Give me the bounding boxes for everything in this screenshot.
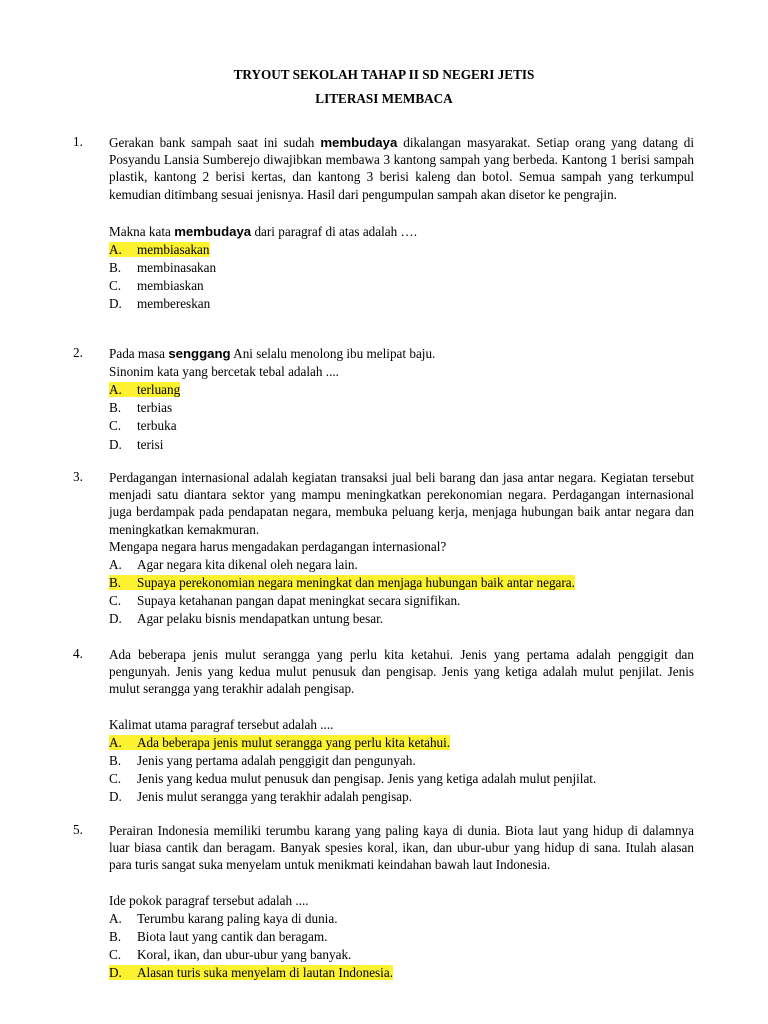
option-c[interactable]: [109, 770, 694, 788]
option-text: terluang: [137, 382, 181, 397]
question-number: 1.: [73, 134, 83, 149]
option-text: membiasakan: [137, 241, 210, 257]
option-b[interactable]: [109, 259, 694, 277]
question-paragraph: [109, 134, 694, 203]
option-text: Jenis yang kedua mulut penusuk dan pengisap. Jenis yang ketiga adalah mulut penjilat.: [137, 770, 597, 786]
document-subtitle: LITERASI MEMBACA: [315, 91, 453, 106]
option-c[interactable]: [109, 277, 694, 295]
option-letter: C.: [109, 946, 122, 962]
keyword: senggang: [168, 346, 231, 361]
question-number: 5.: [73, 822, 83, 837]
question-prompt: Sinonim kata yang bercetak tebal adalah ....: [109, 364, 339, 379]
option-letter: A.: [109, 241, 122, 257]
question-prompt: Ide pokok paragraf tersebut adalah ....: [109, 892, 309, 908]
question-body: [109, 134, 694, 314]
option-a[interactable]: [109, 556, 694, 574]
option-text: membereskan: [137, 296, 211, 312]
sentence-text: Pada masa: [109, 346, 169, 361]
question-paragraph: Ada beberapa jenis mulut serangga yang perlu kita ketahui. Jenis yang pertama adalah penggigit dan pengunyah. Jenis yang kedua mulut penusuk dan pengisap. Jenis yang ketiga adalah mulut penjilat. Jenis mulut serangga yang terakhir adalah pengisap.: [109, 647, 694, 697]
option-b[interactable]: [109, 928, 694, 946]
option-a[interactable]: [109, 381, 694, 399]
option-text: terbuka: [137, 418, 177, 434]
option-text: Supaya perekonomian negara meningkat dan menjaga hubungan baik antar negara.: [137, 575, 575, 590]
option-letter: A.: [109, 734, 122, 750]
option-letter: C.: [109, 278, 122, 294]
sentence-text: Ani selalu menolong ibu melipat baju.: [230, 346, 436, 361]
option-text: Terumbu karang paling kaya di dunia.: [137, 910, 338, 926]
option-letter: C.: [109, 418, 122, 434]
option-letter: D.: [109, 965, 122, 981]
option-letter: B.: [109, 575, 122, 590]
question-prompt: Kalimat utama paragraf tersebut adalah ....: [109, 716, 334, 732]
option-c[interactable]: [109, 592, 694, 610]
keyword: membudaya: [320, 135, 398, 150]
option-d[interactable]: [109, 436, 694, 454]
question-paragraph: Perairan Indonesia memiliki terumbu karang yang paling kaya di dunia. Biota laut yang hidup di dalamnya luar biasa cantik dan beragam. Banyak spesies koral, ikan, dan ubur-ubur yang hidup di sana. Itulah alasan para turis sangat suka menyelam untuk menikmati keindahan bawah laut Indonesia.: [109, 823, 694, 873]
option-text: Agar pelaku bisnis mendapatkan untung besar.: [137, 611, 384, 627]
document-title: TRYOUT SEKOLAH TAHAP II SD NEGERI JETIS: [233, 67, 535, 82]
option-letter: D.: [109, 296, 122, 312]
option-text: terbias: [137, 400, 173, 416]
option-c[interactable]: [109, 946, 694, 964]
question-body: [109, 646, 694, 806]
option-text: Koral, ikan, dan ubur-ubur yang banyak.: [137, 946, 352, 962]
option-a[interactable]: [109, 734, 694, 752]
option-text: Alasan turis suka menyelam di lautan Indonesia.: [137, 965, 393, 981]
option-text: membinasakan: [137, 260, 217, 275]
option-letter: A.: [109, 556, 122, 572]
option-d[interactable]: [109, 610, 694, 628]
paragraph-text: Gerakan bank sampah saat ini sudah: [109, 135, 321, 150]
question-number: 4.: [73, 646, 83, 661]
option-letter: B.: [109, 928, 122, 944]
keyword: membudaya: [174, 223, 252, 239]
option-text: Ada beberapa jenis mulut serangga yang perlu kita ketahui.: [137, 734, 451, 750]
option-letter: A.: [109, 382, 122, 397]
question-number: 3.: [73, 469, 83, 484]
option-text: Jenis mulut serangga yang terakhir adalah pengisap.: [137, 789, 413, 805]
prompt-text: Makna kata: [109, 223, 175, 239]
option-letter: B.: [109, 400, 122, 416]
question-body: [109, 822, 694, 982]
option-letter: D.: [109, 611, 122, 627]
option-text: Jenis yang pertama adalah penggigit dan pengunyah.: [137, 752, 416, 768]
option-d[interactable]: [109, 964, 694, 982]
option-d[interactable]: [109, 295, 694, 313]
option-b[interactable]: [109, 574, 694, 592]
option-letter: B.: [109, 260, 122, 275]
option-text: Agar negara kita dikenal oleh negara lain.: [137, 556, 358, 572]
question-body: [109, 345, 694, 454]
option-b[interactable]: [109, 752, 694, 770]
option-a[interactable]: [109, 241, 694, 259]
question-sentence: [109, 345, 694, 363]
question-prompt: [109, 223, 694, 241]
question-prompt: Mengapa negara harus mengadakan perdagangan internasional?: [109, 538, 447, 554]
question-number: 2.: [73, 345, 83, 360]
option-text: membiaskan: [137, 278, 204, 294]
option-text: Biota laut yang cantik dan beragam.: [137, 928, 328, 944]
option-a[interactable]: [109, 910, 694, 928]
option-text: terisi: [137, 436, 164, 452]
option-c[interactable]: [109, 417, 694, 435]
option-text: Supaya ketahanan pangan dapat meningkat secara signifikan.: [137, 593, 461, 609]
question-paragraph: Perdagangan internasional adalah kegiatan transaksi jual beli barang dan jasa antar negara. Kegiatan tersebut menjadi satu diantara sektor yang mampu meningkatkan perekonomian negara. Perdagangan internasional juga berdampak pada pendapatan negara, membuka peluang kerja, menjaga hubungan baik antar negara dan meningkatkan kemakmuran.: [109, 470, 694, 537]
option-letter: D.: [109, 789, 122, 805]
option-letter: C.: [109, 593, 122, 609]
option-letter: B.: [109, 752, 122, 768]
option-letter: C.: [109, 770, 122, 786]
prompt-text: dari paragraf di atas adalah ….: [251, 223, 418, 239]
option-letter: A.: [109, 910, 122, 926]
paragraph-text: dikalangan masyarakat. Setiap orang yang datang di Posyandu Lansia Sumberejo diwajibkan membawa 3 kantong sampah yang berbeda. Kantong 1 berisi sampah plastik, kantong 2 berisi kertas, dan kantong 3 berisi kaleng dan botol. Semua sampah yang terkumpul kemudian ditimbang sesuai jenisnya. Hasil dari pengumpulan sampah akan disetor ke pengrajin.: [109, 135, 694, 202]
question-body: [109, 469, 694, 629]
option-d[interactable]: [109, 788, 694, 806]
option-b[interactable]: [109, 399, 694, 417]
option-letter: D.: [109, 436, 122, 452]
